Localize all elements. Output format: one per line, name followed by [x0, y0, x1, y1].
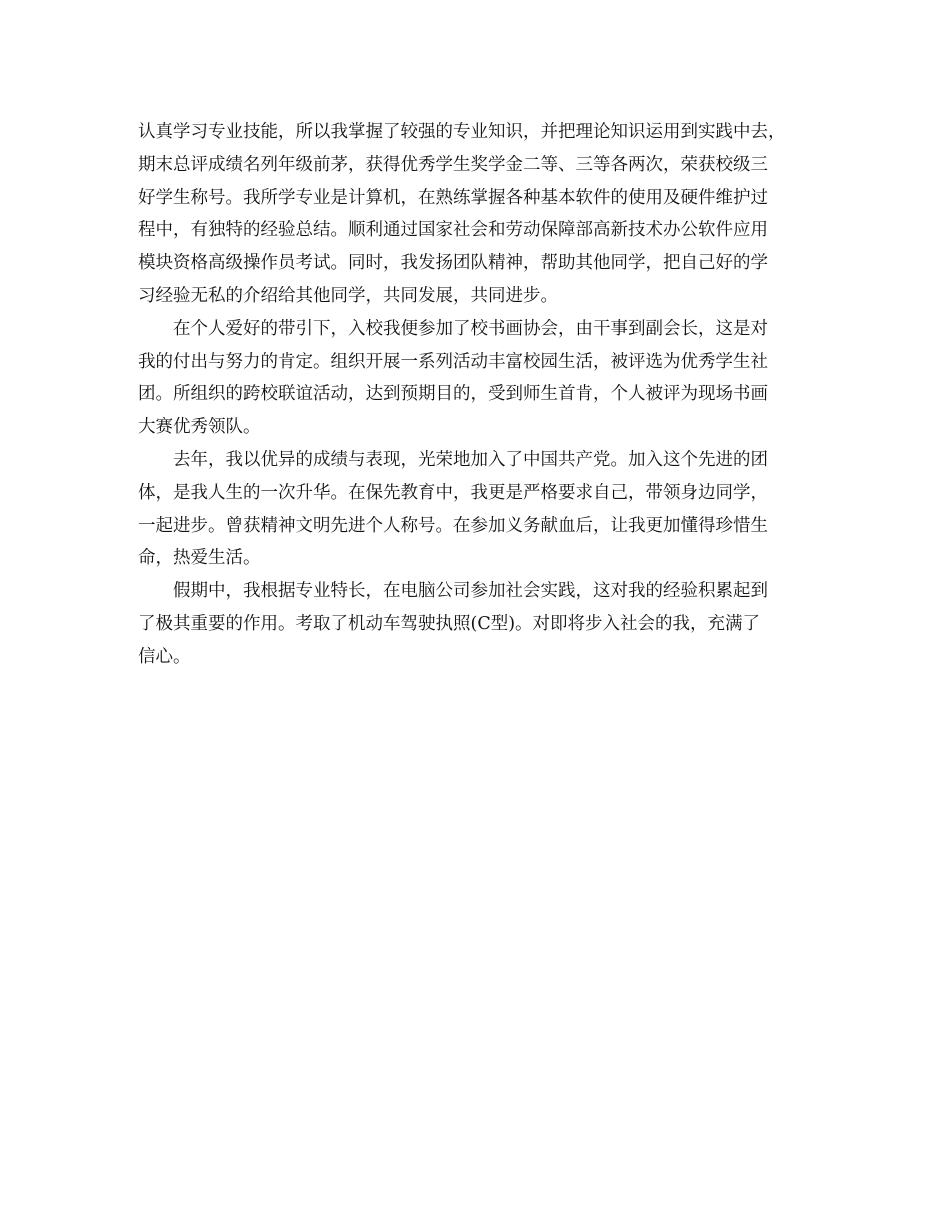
text-line: 我的付出与努力的肯定。组织开展一系列活动丰富校园生活，被评选为优秀学生社	[138, 351, 768, 372]
text-line: 程中，有独特的经验总结。顺利通过国家社会和劳动保障部高新技术办公软件应用	[138, 220, 768, 241]
text-line: 了极其重要的作用。考取了机动车驾驶执照(C型)。对即将步入社会的我，充满了	[138, 613, 761, 634]
text-line: 一起进步。曾获精神文明先进个人称号。在参加义务献血后，让我更加懂得珍惜生	[138, 515, 768, 536]
text-line: 命，热爱生活。	[138, 548, 261, 569]
paragraph-4	[138, 575, 823, 673]
text-line: 好学生称号。我所学专业是计算机，在熟练掌握各种基本软件的使用及硬件维护过	[138, 187, 768, 208]
text-line: 模块资格高级操作员考试。同时，我发扬团队精神，帮助其他同学，把自己好的学	[138, 253, 768, 274]
text-line: 认真学习专业技能，所以我掌握了较强的专业知识，并把理论知识运用到实践中去，	[138, 122, 786, 142]
text-line: 习经验无私的介绍给其他同学，共同发展，共同进步。	[138, 285, 558, 306]
paragraph-2	[138, 313, 823, 444]
text-line: 团。所组织的跨校联谊活动，达到预期目的，受到师生首肯，个人被评为现场书画	[138, 384, 768, 405]
paragraph-1	[138, 116, 823, 313]
text-line: 体，是我人生的一次升华。在保先教育中，我更是严格要求自己，带领身边同学，	[138, 482, 768, 503]
text-line: 大赛优秀领队。	[138, 417, 261, 438]
text-line: 信心。	[138, 646, 191, 667]
text-line: 假期中，我根据专业特长，在电脑公司参加社会实践，这对我的经验积累起到	[138, 581, 768, 602]
text-line: 在个人爱好的带引下，入校我便参加了校书画协会，由干事到副会长，这是对	[138, 318, 768, 339]
document-body	[138, 116, 823, 674]
paragraph-3	[138, 444, 823, 575]
text-line: 去年，我以优异的成绩与表现，光荣地加入了中国共产党。加入这个先进的团	[138, 449, 768, 470]
text-line: 期末总评成绩名列年级前茅，获得优秀学生奖学金二等、三等各两次，荣获校级三	[138, 154, 768, 175]
